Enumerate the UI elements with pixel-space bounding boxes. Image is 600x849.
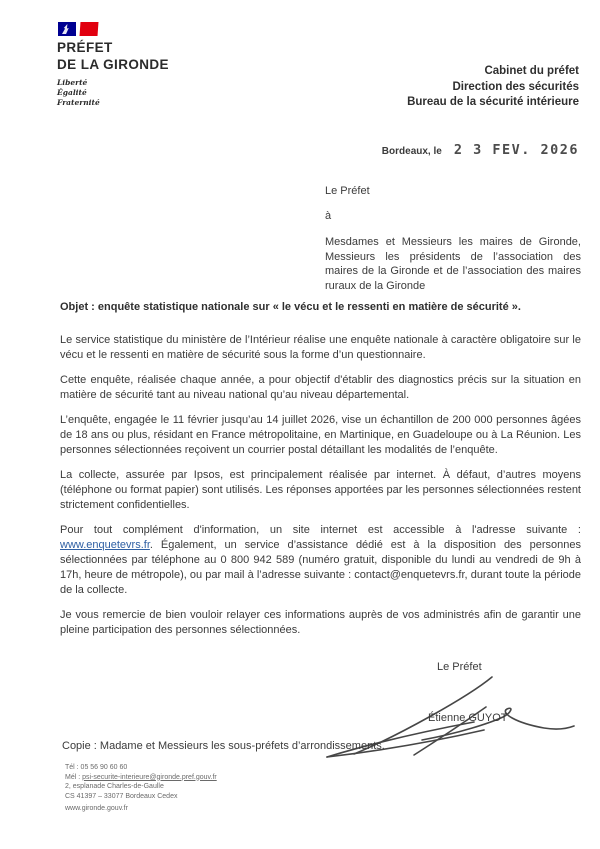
issuing-service-block — [407, 64, 579, 111]
copy-line: Copie : Madame et Messieurs les sous-préfets d’arrondissements. — [62, 740, 385, 752]
motto-fraternite: Fraternité — [57, 98, 100, 107]
paragraph-6: Je vous remercie de bien vouloir relayer ces informations auprès de vos administrés afin de garantir une pleine participation des personnes sélectionnées. — [60, 609, 581, 636]
paragraph-5-pre: Pour tout complément d'information, un site internet est accessible à l'adresse suivante : — [60, 524, 581, 536]
motto-liberte: Liberté — [57, 78, 88, 87]
signer-name: Étienne GUYOT — [428, 712, 508, 724]
footer-email-line — [65, 773, 217, 783]
service-line-cabinet: Cabinet du préfet — [484, 65, 579, 77]
closing-title: Le Préfet — [437, 661, 482, 673]
date-stamp: 2 3 FEV. 2026 — [453, 142, 579, 158]
paragraph-4: La collecte, assurée par Ipsos, est principalement réalisée par internet. À défaut, d’autres moyens (téléphone ou format papier) sont utilisés. Les réponses apportées par les personnes sélectionnées restent strictement confidentielles. — [60, 469, 581, 511]
paragraph-3: L’enquête, engagée le 11 février jusqu’au 14 juillet 2026, vise un échantillon de 200 000 personnes âgées de 18 ans ou plus, résidant en France métropolitaine, en Martinique, en Guadeloupe ou à La Réunion. Les personnes sélectionnées reçoivent un courrier postal détaillant les modalités de l’enquête. — [60, 414, 581, 456]
service-line-bureau: Bureau de la sécurité intérieure — [407, 96, 579, 108]
paragraph-1: Le service statistique du ministère de l’Intérieur réalise une enquête nationale à caractère obligatoire sur le vécu et le ressenti en matière de sécurité sous la forme d’un questionnaire. — [60, 334, 581, 361]
paragraph-2: Cette enquête, réalisée chaque année, a pour objectif d'établir des diagnostics précis sur la situation en matière de sécurité tant au niveau national qu’au niveau départemental. — [60, 374, 581, 401]
motto-egalite: Égalité — [57, 88, 87, 97]
service-line-direction: Direction des sécurités — [452, 80, 579, 93]
paragraph-5-post: . Également, un service d’assistance dédié est à la disposition des personnes sélectionnées par téléphone au 0 800 942 589 (numéro gratuit, disponible du lundi au vendredi de 9h à 17h, heure de métropole), ou par mail à l’adresse suivante : contact@enquetevrs.fr, durant toute la période de la collecte. — [60, 539, 581, 596]
recipient-block — [325, 185, 581, 293]
prefecture-name-line2: DE LA GIRONDE — [57, 56, 169, 72]
republic-motto — [57, 78, 169, 108]
french-flag-icon — [58, 22, 169, 36]
paragraph-5 — [60, 523, 581, 598]
subject-line: Objet : enquête statistique nationale sur « le vécu et le ressenti en matière de sécurité ». — [60, 301, 521, 313]
recipient-preposition: à — [325, 210, 332, 222]
sender-title: Le Préfet — [325, 185, 370, 197]
flag-blue-stripe — [58, 22, 76, 36]
footer-email-link[interactable]: psi-securite-interieure@gironde.pref.gouv.fr — [82, 773, 217, 781]
marianne-icon — [62, 24, 71, 34]
footer-phone: Tél : 05 56 90 60 60 — [65, 764, 128, 771]
dateline-place: Bordeaux, le — [381, 146, 442, 157]
recipient-addressees: Mesdames et Messieurs les maires de Gironde, Messieurs les présidents de l’association des maires de la Gironde et de l’association des maires ruraux de la Gironde — [325, 236, 581, 292]
footer-website-link[interactable]: www.gironde.gouv.fr — [65, 805, 128, 812]
letter-body — [60, 333, 581, 648]
footer-email-label: Mél : — [65, 773, 83, 781]
dateline — [382, 142, 579, 158]
survey-website-link[interactable]: www.enquetevrs.fr — [60, 539, 150, 551]
footer-contact-block — [65, 763, 217, 814]
flag-red-stripe — [80, 22, 99, 36]
footer-address-line1: 2, esplanade Charles-de-Gaulle — [65, 783, 164, 790]
footer-address-line2: CS 41397 – 33077 Bordeaux Cedex — [65, 792, 178, 800]
prefecture-logo — [57, 22, 169, 108]
prefecture-name-line1: PRÉFET — [57, 40, 113, 55]
